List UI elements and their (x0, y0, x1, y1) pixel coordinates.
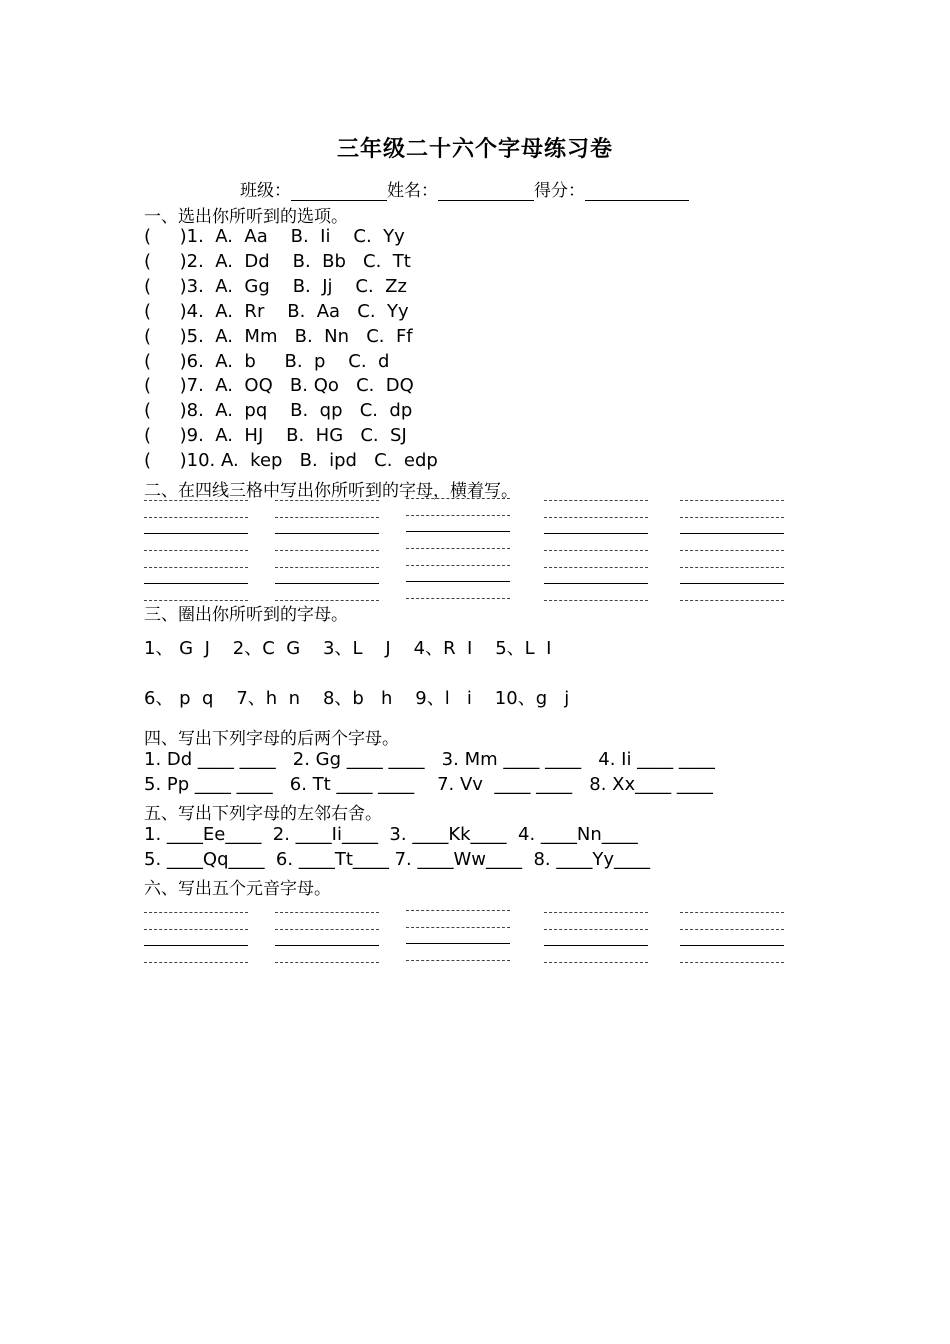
four-line-grid[interactable] (144, 912, 248, 964)
question-item: ( )9. A. HJ B. HG C. SJ (144, 425, 407, 446)
section5-heading: 五、写出下列字母的左邻右舍。 (144, 804, 382, 824)
question-item: ( )4. A. Rr B. Aa C. Yy (144, 301, 409, 322)
name-field[interactable] (438, 184, 534, 201)
name-label: 姓名： (387, 181, 438, 201)
circle-letters-line: 1、 G J 2、C G 3、L J 4、R I 5、L I (144, 638, 552, 659)
class-label: 班级： (240, 181, 291, 201)
question-item: ( )1. A. Aa B. Ii C. Yy (144, 226, 405, 247)
page-title: 三年级二十六个字母练习卷 (336, 136, 613, 162)
four-line-grid[interactable] (275, 912, 379, 964)
section3-heading: 三、圈出你所听到的字母。 (144, 605, 348, 625)
fill-line: 5. ____Qq____ 6. ____Tt____ 7. ____Ww____ 8. ____Yy____ (144, 849, 651, 870)
fill-line: 1. ____Ee____ 2. ____Ii____ 3. ____Kk____ 4. ____Nn____ (144, 824, 638, 845)
section2-heading: 二、在四线三格中写出你所听到的字母，横着写。 (144, 481, 518, 501)
four-line-grid[interactable] (144, 500, 248, 602)
circle-letters-line: 6、 p q 7、h n 8、b h 9、l i 10、g j (144, 688, 570, 709)
score-label: 得分： (534, 181, 585, 201)
question-item: ( )8. A. pq B. qp C. dp (144, 400, 413, 421)
class-field[interactable] (291, 184, 387, 201)
question-item: ( )3. A. Gg B. Jj C. Zz (144, 276, 407, 297)
student-info-line (240, 176, 689, 201)
four-line-grid[interactable] (406, 498, 510, 600)
section1-heading: 一、选出你所听到的选项。 (144, 207, 348, 227)
fill-line: 1. Dd ____ ____ 2. Gg ____ ____ 3. Mm ____ ____ 4. Ii ____ ____ (144, 749, 715, 770)
four-line-grid[interactable] (406, 910, 510, 962)
question-item: ( )2. A. Dd B. Bb C. Tt (144, 251, 411, 272)
question-item: ( )7. A. OQ B. Qo C. DQ (144, 375, 414, 396)
score-field[interactable] (585, 184, 689, 201)
four-line-grid[interactable] (275, 500, 379, 602)
four-line-grid[interactable] (680, 500, 784, 602)
question-item: ( )6. A. b B. p C. d (144, 351, 390, 372)
section4-heading: 四、写出下列字母的后两个字母。 (144, 729, 399, 749)
four-line-grid[interactable] (544, 500, 648, 602)
fill-line: 5. Pp ____ ____ 6. Tt ____ ____ 7. Vv ____ ____ 8. Xx____ ____ (144, 774, 713, 795)
four-line-grid[interactable] (680, 912, 784, 964)
question-item: ( )5. A. Mm B. Nn C. Ff (144, 326, 413, 347)
section6-heading: 六、写出五个元音字母。 (144, 879, 331, 899)
four-line-grid[interactable] (544, 912, 648, 964)
question-item: ( )10. A. kep B. ipd C. edp (144, 450, 438, 471)
